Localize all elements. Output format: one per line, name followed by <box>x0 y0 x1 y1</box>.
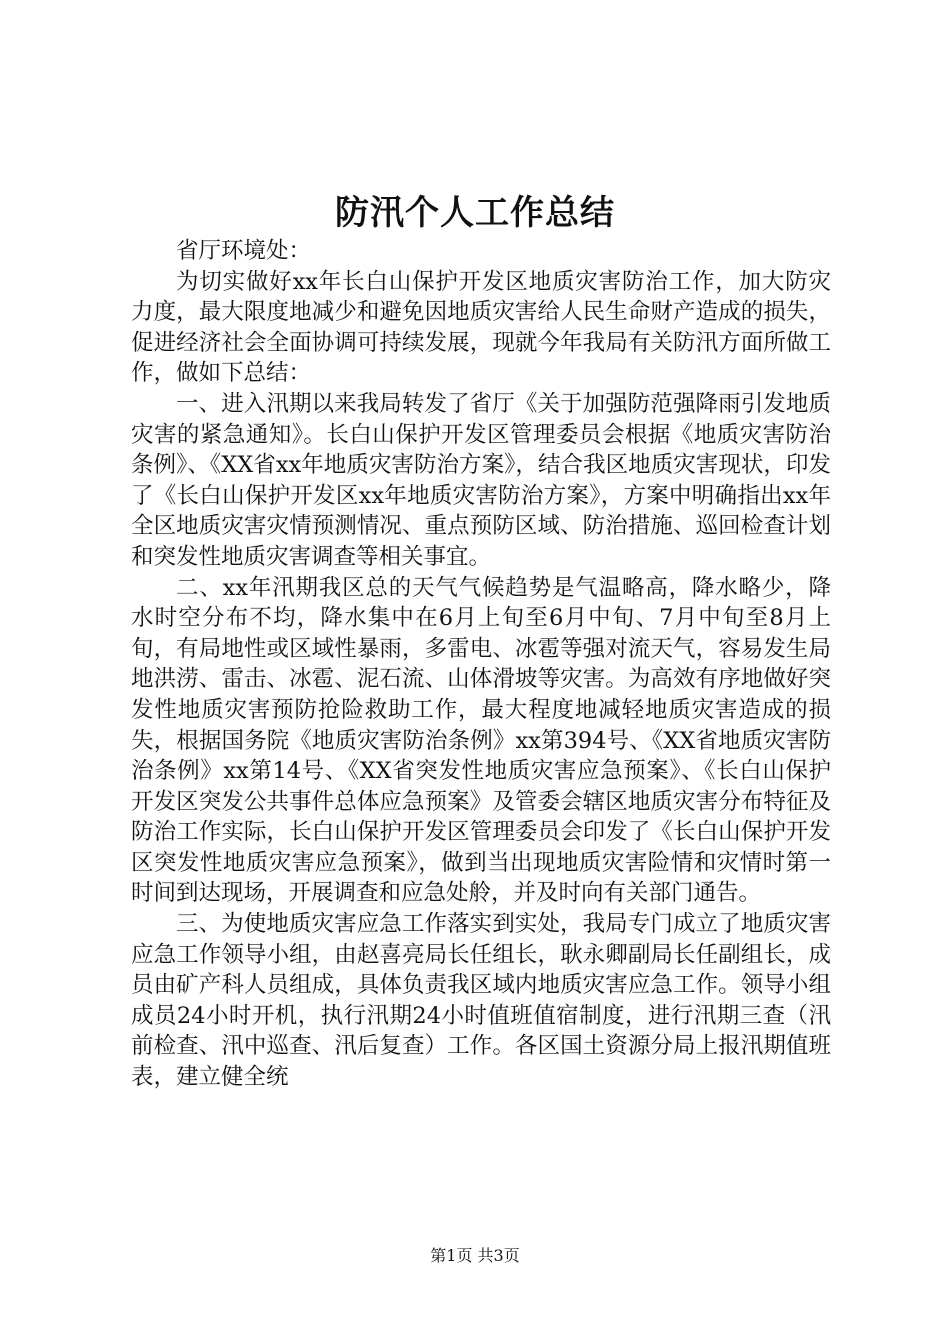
paragraph-intro: 为切实做好xx年长白山保护开发区地质灾害防治工作，加大防灾力度，最大限度地减少和避免因地质灾害给人民生命财产造成的损失，促进经济社会全面协调可持续发展，现就今年我局有关防汛方面所做工作，做如下总结： <box>131 268 831 387</box>
document-body <box>131 236 831 1093</box>
page-footer: 第1页 共3页 <box>430 1246 520 1265</box>
page-title: 防汛个人工作总结 <box>335 193 615 233</box>
paragraph-section-1: 一、进入汛期以来我局转发了省厅《关于加强防范强降雨引发地质灾害的紧急通知》。长白山保护开发区管理委员会根据《地质灾害防治条例》、《XX省xx年地质灾害防治方案》，结合我区地质灾害现状，印发了《长白山保护开发区xx年地质灾害防治方案》，方案中明确指出xx年全区地质灾害灾情预测情况、重点预防区域、防治措施、巡回检查计划和突发性地质灾害调查等相关事宜。 <box>131 390 831 570</box>
paragraph-section-3: 三、为使地质灾害应急工作落实到实处，我局专门成立了地质灾害应急工作领导小组，由赵喜亮局长任组长，耿永卿副局长任副组长，成员由矿产科人员组成，具体负责我区域内地质灾害应急工作。领导小组成员24小时开机，执行汛期24小时值班值宿制度，进行汛期三查（汛前检查、汛中巡查、汛后复查）工作。各区国土资源分局上报汛期值班表，建立健全统 <box>131 911 831 1091</box>
salutation: 省厅环境处： <box>176 238 312 264</box>
paragraph-section-2: 二、xx年汛期我区总的天气气候趋势是气温略高，降水略少，降水时空分布不均，降水集中在6月上旬至6月中旬、7月中旬至8月上旬，有局地性或区域性暴雨，多雷电、冰雹等强对流天气，容易发生局地洪涝、雷击、冰雹、泥石流、山体滑坡等灾害。为高效有序地做好突发性地质灾害预防抢险救助工作，最大程度地减轻地质灾害造成的损失，根据国务院《地质灾害防治条例》xx第394号、《XX省地质灾害防治条例》xx第14号、《XX省突发性地质灾害应急预案》、《长白山保护开发区突发公共事件总体应急预案》及管委会辖区地质灾害分布特征及防治工作实际，长白山保护开发区管理委员会印发了《长白山保护开发区突发性地质灾害应急预案》，做到当出现地质灾害险情和灾情时第一时间到达现场，开展调查和应急处舲，并及时向有关部门通告。 <box>131 574 831 907</box>
